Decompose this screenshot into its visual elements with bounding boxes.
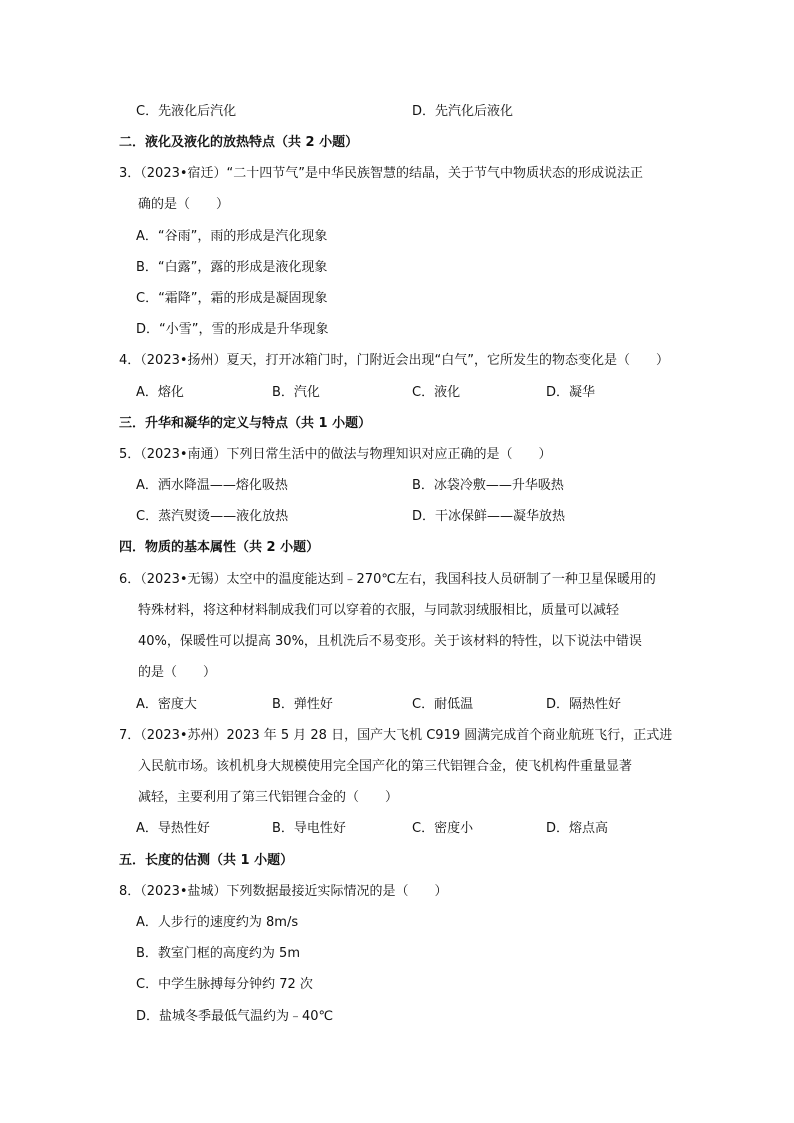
q6-stem-line3: 40%，保暖性可以提高 30%，且机洗后不易变形。关于该材料的特性，以下说法中错误 (138, 634, 642, 649)
q6-option-c: C．耐低温 (412, 697, 474, 712)
q5-stem: 5．（2023•南通）下列日常生活中的做法与物理知识对应正确的是（ ） (119, 447, 552, 462)
q3-stem-line1: 3．（2023•宿迁）“二十四节气”是中华民族智慧的结晶，关于节气中物质状态的形成说法正 (119, 166, 643, 181)
q3-option-d: D．“小雪”，雪的形成是升华现象 (136, 322, 329, 337)
q3-option-c: C．“霜降”，霜的形成是凝固现象 (136, 291, 328, 306)
q5-option-b: B．冰袋冷敷——升华吸热 (412, 478, 564, 493)
q5-option-c: C．蒸汽熨烫——液化放热 (136, 509, 289, 524)
q7-stem-line1: 7．（2023•苏州）2023 年 5 月 28 日，国产大飞机 C919 圆满完成首个商业航班飞行，正式进 (119, 728, 673, 743)
q5-option-a: A．洒水降温——熔化吸热 (136, 478, 288, 493)
q8-option-d: D．盐城冬季最低气温约为﹣40℃ (136, 1009, 334, 1024)
q6-option-d: D．隔热性好 (546, 697, 622, 712)
q7-stem-line2: 入民航市场。该机机身大规模使用完全国产化的第三代铝锂合金，使飞机构件重量显著 (138, 759, 633, 774)
q4-stem: 4．（2023•扬州）夏天，打开冰箱门时，门附近会出现“白气”，它所发生的物态变化是（ ） (119, 353, 669, 368)
q7-option-d: D．熔点高 (546, 821, 609, 836)
q2-option-c: C．先液化后汽化 (136, 104, 237, 119)
q8-option-a: A．人步行的速度约为 8m/s (136, 915, 299, 930)
q6-option-b: B．弹性好 (272, 697, 333, 712)
q7-option-c: C．密度小 (412, 821, 474, 836)
q4-option-b: B．汽化 (272, 385, 320, 400)
q8-stem: 8．（2023•盐城）下列数据最接近实际情况的是（ ） (119, 884, 448, 899)
q6-stem-line1: 6．（2023•无锡）太空中的温度能达到﹣270℃左右，我国科技人员研制了一种卫星保暖用的 (119, 572, 656, 587)
q6-stem-line2: 特殊材料，将这种材料制成我们可以穿着的衣服，与同款羽绒服相比，质量可以减轻 (138, 603, 620, 618)
q3-option-a: A．“谷雨”，雨的形成是汽化现象 (136, 229, 328, 244)
section-3-title: 三．升华和凝华的定义与特点（共 1 小题） (119, 416, 372, 431)
q4-option-d: D．凝华 (546, 385, 596, 400)
q6-stem-line4: 的是（ ） (138, 665, 217, 680)
q8-option-c: C．中学生脉搏每分钟约 72 次 (136, 977, 313, 992)
q2-option-d: D．先汽化后液化 (412, 104, 514, 119)
q3-stem-line2: 确的是（ ） (138, 197, 230, 212)
section-5-title: 五．长度的估测（共 1 小题） (119, 853, 294, 868)
q7-option-a: A．导热性好 (136, 821, 210, 836)
q3-option-b: B．“白露”，露的形成是液化现象 (136, 260, 328, 275)
section-2-title: 二．液化及液化的放热特点（共 2 小题） (119, 135, 359, 150)
q7-stem-line3: 减轻，主要利用了第三代铝锂合金的（ ） (138, 790, 399, 805)
q6-option-a: A．密度大 (136, 697, 197, 712)
section-4-title: 四．物质的基本属性（共 2 小题） (119, 540, 320, 555)
q4-option-a: A．熔化 (136, 385, 184, 400)
q4-option-c: C．液化 (412, 385, 461, 400)
q7-option-b: B．导电性好 (272, 821, 346, 836)
q8-option-b: B．教室门框的高度约为 5m (136, 946, 300, 961)
q5-option-d: D．干冰保鲜——凝华放热 (412, 509, 566, 524)
